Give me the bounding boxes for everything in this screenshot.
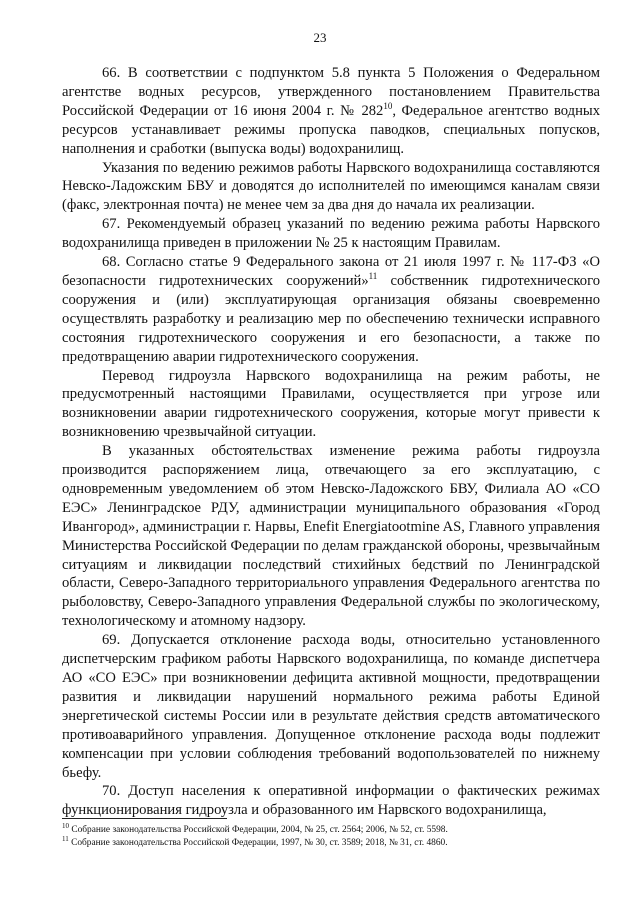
page-number: 23 <box>313 30 327 45</box>
paragraph-70: 70. Доступ населения к оперативной информации о фактических режимах функционирования гидроузла и образованного им Нарвского водохранилища, <box>62 783 600 819</box>
paragraph-68-transfer: Перевод гидроузла Нарвского водохранилища на режим работы, не предусмотренный настоящими Правилами, осуществляется при угрозе или возникновении аварии гидротехнического сооружения, которые могут привести к возникновению чрезвычайной ситуации. <box>62 367 600 441</box>
paragraph-66: 66. В соответствии с подпунктом 5.8 пункта 5 Положения о Федеральном агентстве водных ресурсов, утвержденного постановлением Правительства Российской Федерации от 16 июня 2004 г. № $282^{10}$, Федеральное агентство водных ресурсов устанавливает режимы пропуска паводков, специальных попусков, наполнения и сработки (выпуска воды) водохранилищ. <box>62 65 600 157</box>
paragraph-67: 67. Рекомендуемый образец указаний по ведению режима работы Нарвского водохранилища приведен в приложении № 25 к настоящим Правилам. <box>62 216 600 252</box>
body-text <box>62 64 600 820</box>
footnote-10: $^{10}$ Собрание законодательства Российской Федерации, 2004, № 25, ст. 2564; 2006, № 52, ст. 5598. <box>62 821 448 835</box>
paragraph-68-circumstances: В указанных обстоятельствах изменение режима работы гидроузла производится распоряжением лица, отвечающего за его эксплуатацию, с одновременным уведомлением об этом Невско-Ладожского БВУ, Филиала АО «СО ЕЭС» Ленинградское РДУ, администрации муниципального образования «Город Ивангород», администрации г. Нарвы, Enefit Energiatootmine AS, Главного управления Министерства Российской Федерации по делам гражданской обороны, чрезвычайным ситуациям и ликвидации последствий стихийных бедствий по Ленинградской области, Северо-Западного территориального управления Федерального агентства по рыболовству, Северо-Западного управления Федеральной службы по экологическому, технологическому и атомному надзору. <box>62 443 600 630</box>
footnotes <box>62 821 600 850</box>
footnote-divider <box>62 818 227 819</box>
paragraph-68: 68. Согласно статье 9 Федерального закона от 21 июля 1997 г. № 117-ФЗ «О безопасности гидротехнических сооружений»$^{11}$ собственник гидротехнического сооружения и (или) эксплуатирующая организация обязаны своевременно осуществлять разработку и реализацию мер по обеспечению технически исправного состояния гидротехнического сооружения и его безопасности, а также по предотвращению аварии гидротехнического сооружения. <box>62 254 600 365</box>
paragraph-66-instructions: Указания по ведению режимов работы Нарвского водохранилища составляются Невско-Ладожским БВУ и доводятся до исполнителей по имеющимся каналам связи (факс, электронная почта) не менее чем за два дня до начала их реализации. <box>62 159 600 214</box>
footnote-ref-11: 11 <box>368 271 378 282</box>
paragraph-69: 69. Допускается отклонение расхода воды, относительно установленного диспетчерским графиком работы Нарвского водохранилища, по команде диспетчера АО «СО ЕЭС» при возникновении дефицита активной мощности, предотвращении развития и ликвидации нарушений нормального режима работы Единой энергетической системы России или в результате действия средств автоматического противоаварийного управления. Допущенное отклонение расхода воды подлежит компенсации при условии соблюдения требований водопользователей по нижнему бьефу. <box>62 632 600 781</box>
footnote-11: $^{11}$ Собрание законодательства Российской Федерации, 1997, № 30, ст. 3589; 2018, № 31, ст. 4860. <box>62 834 448 848</box>
footnote-ref-10: 10 <box>383 100 393 111</box>
